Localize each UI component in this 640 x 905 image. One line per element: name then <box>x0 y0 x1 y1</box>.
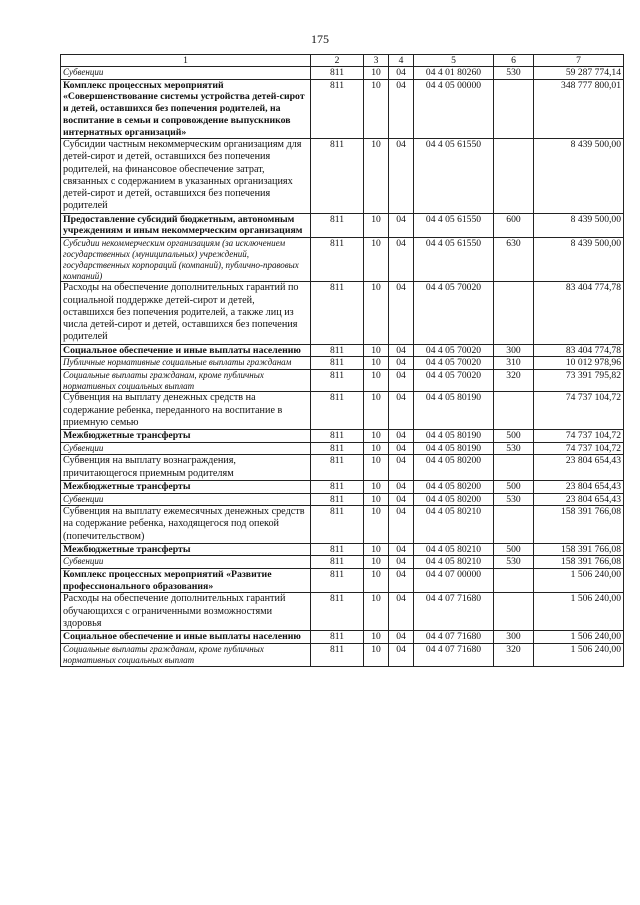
row-amount: 1 506 240,00 <box>534 568 624 593</box>
row-expense-type: 530 <box>494 442 534 455</box>
page-number: 175 <box>311 32 329 46</box>
row-subsection: 04 <box>389 568 414 593</box>
row-target-article: 04 4 05 80210 <box>414 556 494 569</box>
row-amount: 23 804 654,43 <box>534 480 624 493</box>
row-amount: 348 777 800,01 <box>534 79 624 139</box>
row-section: 10 <box>364 282 389 344</box>
row-section: 10 <box>364 392 389 430</box>
row-expense-type <box>494 568 534 593</box>
col-header-4: 4 <box>389 55 414 67</box>
row-target-article: 04 4 05 80190 <box>414 442 494 455</box>
row-subsection: 04 <box>389 67 414 80</box>
row-subsection: 04 <box>389 430 414 443</box>
row-amount: 8 439 500,00 <box>534 139 624 213</box>
budget-table <box>60 54 624 667</box>
row-name: Межбюджетные трансферты <box>61 543 311 556</box>
row-grbs: 811 <box>311 543 364 556</box>
row-section: 10 <box>364 556 389 569</box>
row-grbs: 811 <box>311 442 364 455</box>
row-grbs: 811 <box>311 357 364 370</box>
table-row <box>61 357 624 370</box>
row-subsection: 04 <box>389 357 414 370</box>
row-subsection: 04 <box>389 631 414 644</box>
col-header-3: 3 <box>364 55 389 67</box>
row-target-article: 04 4 05 80210 <box>414 543 494 556</box>
row-subsection: 04 <box>389 455 414 480</box>
row-amount: 73 391 795,82 <box>534 369 624 392</box>
row-grbs: 811 <box>311 344 364 357</box>
row-expense-type: 500 <box>494 430 534 443</box>
row-amount: 158 391 766,08 <box>534 543 624 556</box>
row-amount: 8 439 500,00 <box>534 238 624 282</box>
row-amount: 83 404 774,78 <box>534 344 624 357</box>
row-section: 10 <box>364 593 389 631</box>
row-target-article: 04 4 05 61550 <box>414 139 494 213</box>
row-name: Субсидии частным некоммерческим организациям для детей-сирот и детей, оставшихся без попечения родителей, на финансовое обеспечение затрат, связанных с содержанием в указанных организациях детей-сирот и детей, оставшихся без попечения родителей <box>61 139 311 213</box>
row-expense-type <box>494 282 534 344</box>
row-expense-type: 500 <box>494 543 534 556</box>
row-name: Субвенция на выплату вознаграждения, причитающегося приемным родителям <box>61 455 311 480</box>
row-section: 10 <box>364 79 389 139</box>
col-header-6: 6 <box>494 55 534 67</box>
table-row <box>61 430 624 443</box>
table-row <box>61 643 624 666</box>
row-section: 10 <box>364 213 389 238</box>
row-target-article: 04 4 05 80210 <box>414 506 494 544</box>
row-expense-type: 320 <box>494 369 534 392</box>
row-name: Субвенции <box>61 493 311 506</box>
row-grbs: 811 <box>311 480 364 493</box>
row-name: Публичные нормативные социальные выплаты гражданам <box>61 357 311 370</box>
row-amount: 59 287 774,14 <box>534 67 624 80</box>
table-row <box>61 593 624 631</box>
row-subsection: 04 <box>389 344 414 357</box>
row-expense-type: 530 <box>494 67 534 80</box>
row-target-article: 04 4 05 70020 <box>414 369 494 392</box>
row-subsection: 04 <box>389 543 414 556</box>
table-row <box>61 139 624 213</box>
row-amount: 1 506 240,00 <box>534 593 624 631</box>
row-target-article: 04 4 05 80190 <box>414 392 494 430</box>
row-section: 10 <box>364 493 389 506</box>
row-grbs: 811 <box>311 493 364 506</box>
row-expense-type: 310 <box>494 357 534 370</box>
row-section: 10 <box>364 369 389 392</box>
table-row <box>61 543 624 556</box>
row-name: Расходы на обеспечение дополнительных гарантий обучающихся с ограниченными возможностями здоровья <box>61 593 311 631</box>
table-row <box>61 442 624 455</box>
row-section: 10 <box>364 455 389 480</box>
row-amount: 74 737 104,72 <box>534 430 624 443</box>
row-target-article: 04 4 05 00000 <box>414 79 494 139</box>
row-subsection: 04 <box>389 556 414 569</box>
row-amount: 74 737 104,72 <box>534 442 624 455</box>
row-grbs: 811 <box>311 79 364 139</box>
row-section: 10 <box>364 238 389 282</box>
row-section: 10 <box>364 631 389 644</box>
table-row <box>61 480 624 493</box>
row-grbs: 811 <box>311 282 364 344</box>
table-row <box>61 556 624 569</box>
row-name: Межбюджетные трансферты <box>61 480 311 493</box>
table-row <box>61 455 624 480</box>
col-header-1: 1 <box>61 55 311 67</box>
row-amount: 8 439 500,00 <box>534 213 624 238</box>
table-row <box>61 282 624 344</box>
row-target-article: 04 4 05 70020 <box>414 357 494 370</box>
row-grbs: 811 <box>311 643 364 666</box>
row-section: 10 <box>364 643 389 666</box>
row-target-article: 04 4 07 71680 <box>414 631 494 644</box>
table-row <box>61 568 624 593</box>
col-header-2: 2 <box>311 55 364 67</box>
row-name: Расходы на обеспечение дополнительных гарантий по социальной поддержке детей-сирот и детей, оставшихся без попечения родителей, а также лиц из числа детей-сирот и детей, оставшихся без попечения родителей <box>61 282 311 344</box>
row-expense-type <box>494 392 534 430</box>
row-grbs: 811 <box>311 631 364 644</box>
row-target-article: 04 4 05 70020 <box>414 282 494 344</box>
row-name: Субвенция на выплату денежных средств на содержание ребенка, переданного на воспитание в приемную семью <box>61 392 311 430</box>
row-section: 10 <box>364 506 389 544</box>
table-row <box>61 631 624 644</box>
row-subsection: 04 <box>389 643 414 666</box>
row-amount: 10 012 978,96 <box>534 357 624 370</box>
row-target-article: 04 4 01 80260 <box>414 67 494 80</box>
row-grbs: 811 <box>311 238 364 282</box>
row-target-article: 04 4 05 80200 <box>414 455 494 480</box>
row-subsection: 04 <box>389 392 414 430</box>
row-subsection: 04 <box>389 480 414 493</box>
row-subsection: 04 <box>389 442 414 455</box>
table-row <box>61 369 624 392</box>
row-grbs: 811 <box>311 455 364 480</box>
row-target-article: 04 4 05 61550 <box>414 238 494 282</box>
table-row <box>61 79 624 139</box>
table-row <box>61 344 624 357</box>
row-expense-type: 630 <box>494 238 534 282</box>
table-row <box>61 506 624 544</box>
row-section: 10 <box>364 357 389 370</box>
row-subsection: 04 <box>389 213 414 238</box>
row-name: Субвенция на выплату ежемесячных денежных средств на содержание ребенка, находящегося под опекой (попечительством) <box>61 506 311 544</box>
row-target-article: 04 4 05 80200 <box>414 493 494 506</box>
table-row <box>61 238 624 282</box>
row-grbs: 811 <box>311 568 364 593</box>
row-subsection: 04 <box>389 493 414 506</box>
row-amount: 23 804 654,43 <box>534 493 624 506</box>
row-section: 10 <box>364 430 389 443</box>
row-name: Предоставление субсидий бюджетным, автономным учреждениям и иным некоммерческим организациям <box>61 213 311 238</box>
row-expense-type <box>494 455 534 480</box>
row-grbs: 811 <box>311 369 364 392</box>
row-section: 10 <box>364 344 389 357</box>
row-grbs: 811 <box>311 430 364 443</box>
row-subsection: 04 <box>389 282 414 344</box>
row-subsection: 04 <box>389 369 414 392</box>
row-expense-type: 600 <box>494 213 534 238</box>
row-expense-type: 320 <box>494 643 534 666</box>
row-target-article: 04 4 05 80200 <box>414 480 494 493</box>
row-section: 10 <box>364 543 389 556</box>
row-subsection: 04 <box>389 593 414 631</box>
row-grbs: 811 <box>311 506 364 544</box>
row-target-article: 04 4 05 80190 <box>414 430 494 443</box>
row-name: Социальное обеспечение и иные выплаты населению <box>61 631 311 644</box>
row-section: 10 <box>364 568 389 593</box>
row-target-article: 04 4 07 71680 <box>414 643 494 666</box>
row-grbs: 811 <box>311 392 364 430</box>
row-grbs: 811 <box>311 213 364 238</box>
row-amount: 158 391 766,08 <box>534 506 624 544</box>
row-subsection: 04 <box>389 139 414 213</box>
row-subsection: 04 <box>389 79 414 139</box>
row-grbs: 811 <box>311 139 364 213</box>
row-expense-type <box>494 79 534 139</box>
row-name: Субсидии некоммерческим организациям (за исключением государственных (муниципальных) учреждений, государственных корпораций (компаний), публично-правовых компаний) <box>61 238 311 282</box>
row-target-article: 04 4 07 71680 <box>414 593 494 631</box>
row-grbs: 811 <box>311 556 364 569</box>
row-name: Комплекс процессных мероприятий «Развитие профессионального образования» <box>61 568 311 593</box>
table-row <box>61 213 624 238</box>
row-amount: 1 506 240,00 <box>534 643 624 666</box>
row-section: 10 <box>364 442 389 455</box>
row-expense-type: 530 <box>494 556 534 569</box>
row-name: Межбюджетные трансферты <box>61 430 311 443</box>
col-header-7: 7 <box>534 55 624 67</box>
row-expense-type: 300 <box>494 631 534 644</box>
row-amount: 1 506 240,00 <box>534 631 624 644</box>
row-name: Субвенции <box>61 556 311 569</box>
row-expense-type <box>494 593 534 631</box>
row-grbs: 811 <box>311 593 364 631</box>
row-name: Субвенции <box>61 442 311 455</box>
row-section: 10 <box>364 67 389 80</box>
row-target-article: 04 4 05 61550 <box>414 213 494 238</box>
table-row <box>61 392 624 430</box>
row-target-article: 04 4 05 70020 <box>414 344 494 357</box>
row-section: 10 <box>364 480 389 493</box>
row-expense-type <box>494 139 534 213</box>
row-amount: 158 391 766,08 <box>534 556 624 569</box>
row-amount: 83 404 774,78 <box>534 282 624 344</box>
table-row <box>61 67 624 80</box>
row-name: Социальное обеспечение и иные выплаты населению <box>61 344 311 357</box>
col-header-5: 5 <box>414 55 494 67</box>
row-amount: 23 804 654,43 <box>534 455 624 480</box>
row-subsection: 04 <box>389 506 414 544</box>
row-name: Комплекс процессных мероприятий «Совершенствование системы устройства детей-сирот и детей, оставшихся без попечения родителей, на воспитание в семьи и сопровождение выпускников интернатных организаций» <box>61 79 311 139</box>
row-subsection: 04 <box>389 238 414 282</box>
row-expense-type <box>494 506 534 544</box>
row-name: Социальные выплаты гражданам, кроме публичных нормативных социальных выплат <box>61 369 311 392</box>
row-expense-type: 500 <box>494 480 534 493</box>
row-name: Социальные выплаты гражданам, кроме публичных нормативных социальных выплат <box>61 643 311 666</box>
row-grbs: 811 <box>311 67 364 80</box>
row-target-article: 04 4 07 00000 <box>414 568 494 593</box>
row-name: Субвенции <box>61 67 311 80</box>
row-expense-type: 300 <box>494 344 534 357</box>
row-amount: 74 737 104,72 <box>534 392 624 430</box>
column-number-row <box>61 55 624 67</box>
row-section: 10 <box>364 139 389 213</box>
row-expense-type: 530 <box>494 493 534 506</box>
table-row <box>61 493 624 506</box>
